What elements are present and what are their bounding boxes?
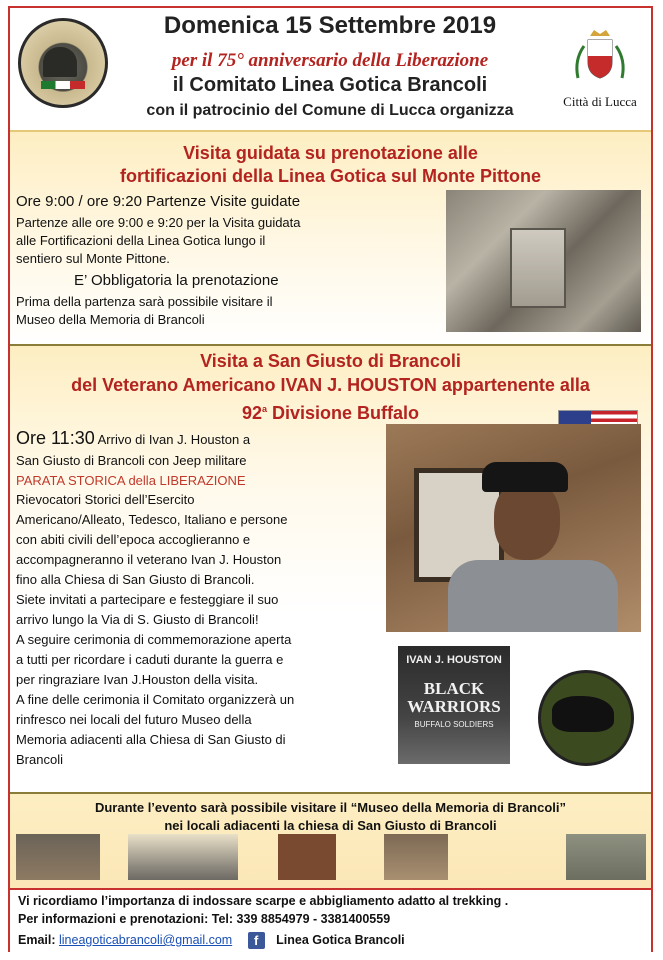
uniforms-photo [566,834,646,880]
museum-line: Prima della partenza sarà possibile visitare il [16,294,273,309]
footer [10,888,651,952]
body-line: Brancoli [16,752,63,767]
veteran-title-1: Visita a San Giusto di Brancoli [200,351,461,371]
body-line: fino alla Chiesa di San Giusto di Brancoli. [16,572,255,587]
departure-time-heading: Ore 9:00 / ore 9:20 Partenze Visite guidate [16,193,301,210]
arrival-time: Ore 11:30 [16,428,95,448]
guided-visit-title-1: Visita guidata su prenotazione alle [183,143,478,163]
email-label: Email: [18,932,56,947]
trekking-reminder: Vi ricordiamo l’importanza di indossare scarpe e abbigliamento adatto al trekking . [18,894,509,908]
body-line: accompagneranno il veterano Ivan J. Houston [16,552,282,567]
body-line: a tutti per ricordare i caduti durante la guerra e [16,652,284,667]
book-author: IVAN J. HOUSTON [406,654,502,666]
guided-visit-line: alle Fortificazioni della Linea Gotica lungo il [16,233,266,248]
veteran-visit-section [10,346,651,792]
email-row [18,932,405,949]
organizer-name: il Comitato Linea Gotica Brancoli [172,74,488,96]
body-line: arrivo lungo la Via di S. Giusto di Brancoli! [16,612,259,627]
book-cover [398,646,510,764]
book-title-1: BLACK [423,679,485,698]
bunker-doorway [510,228,566,308]
veteran-portrait-photo [386,424,641,632]
guided-visit-title-2: fortificazioni della Linea Gotica sul Monte Pittone [119,166,542,186]
facebook-icon[interactable]: f [248,932,265,949]
facebook-name: Linea Gotica Brancoli [276,932,405,947]
contact-info: Per informazioni e prenotazioni: Tel: 339 8854979 - 3381400559 [18,912,391,926]
body-line: Siete invitati a partecipare e festeggiare il suo [16,592,279,607]
portrait-head [494,480,560,560]
anniversary-subtitle: per il 75° anniversario della Liberazione [171,50,489,71]
buffalo-icon [552,696,614,732]
bunker-arch-icon [43,47,77,77]
museum-line: Museo della Memoria di Brancoli [16,312,205,327]
email-link[interactable]: lineagoticabrancoli@gmail.com [59,932,233,947]
portrait-body [448,560,618,632]
parade-title: PARATA STORICA della LIBERAZIONE [16,473,246,488]
buffalo-division-badge [530,666,636,766]
guided-visit-line: Partenze alle ore 9:00 e 9:20 per la Visita guidata [16,215,301,230]
helmets-photo [16,834,100,880]
museum-line-2: nei locali adiacenti la chiesa di San Giusto di Brancoli [164,818,497,833]
body-line: Rievocatori Storici dell’Esercito [16,492,195,507]
arrival-text: Arrivo di Ivan J. Houston a [94,432,251,447]
lucca-crest-icon [570,28,630,88]
body-line: per ringraziare Ivan J.Houston della visita. [16,672,259,687]
division-ordinal: a [262,404,268,414]
artifacts-photo [384,834,448,880]
fortification-photo [446,190,641,332]
body-line: A seguire cerimonia di commemorazione aperta [16,632,292,647]
veteran-title-2: del Veterano Americano IVAN J. HOUSTON appartenente alla [71,375,590,395]
book-title-2: WARRIORS [407,697,501,716]
division-name: Divisione Buffalo [267,403,420,423]
header [10,8,651,130]
event-date-title: Domenica 15 Settembre 2019 [163,12,497,39]
committee-logo [18,18,108,108]
body-line: Memoria adiacenti alla Chiesa di San Giusto di [16,732,286,747]
division-number: 92 [241,403,262,423]
museum-section [10,794,651,888]
booking-required: E’ Obbligatoria la prenotazione [74,272,279,289]
patronage-line: con il patrocinio del Comune di Lucca organizza [146,102,514,119]
body-line: con abiti civili dell’epoca accoglieranno e [16,532,251,547]
veteran-title-3 [10,398,651,424]
poster-frame [8,6,653,952]
book-subtitle: BUFFALO SOLDIERS [414,720,494,729]
museum-sign-photo [278,834,336,880]
body-line: A fine delle cerimonia il Comitato organizzerà un [16,692,295,707]
italian-flag-icon [41,81,85,89]
arrival-jeep-line: San Giusto di Brancoli con Jeep militare [16,453,247,468]
veteran-cap [482,462,568,492]
guided-visit-section [10,130,651,346]
museum-line-1: Durante l’evento sarà possibile visitare il “Museo della Memoria di Brancoli” [94,800,567,815]
city-ruins-photo [128,834,238,880]
body-line: rinfresco nei locali del futuro Museo della [16,712,252,727]
book-title [398,680,510,716]
guided-visit-line: sentiero sul Monte Pittone. [16,251,170,266]
city-label: Città di Lucca [563,94,637,109]
body-line: Americano/Alleato, Tedesco, Italiano e persone [16,512,288,527]
arrival-line [16,430,250,449]
